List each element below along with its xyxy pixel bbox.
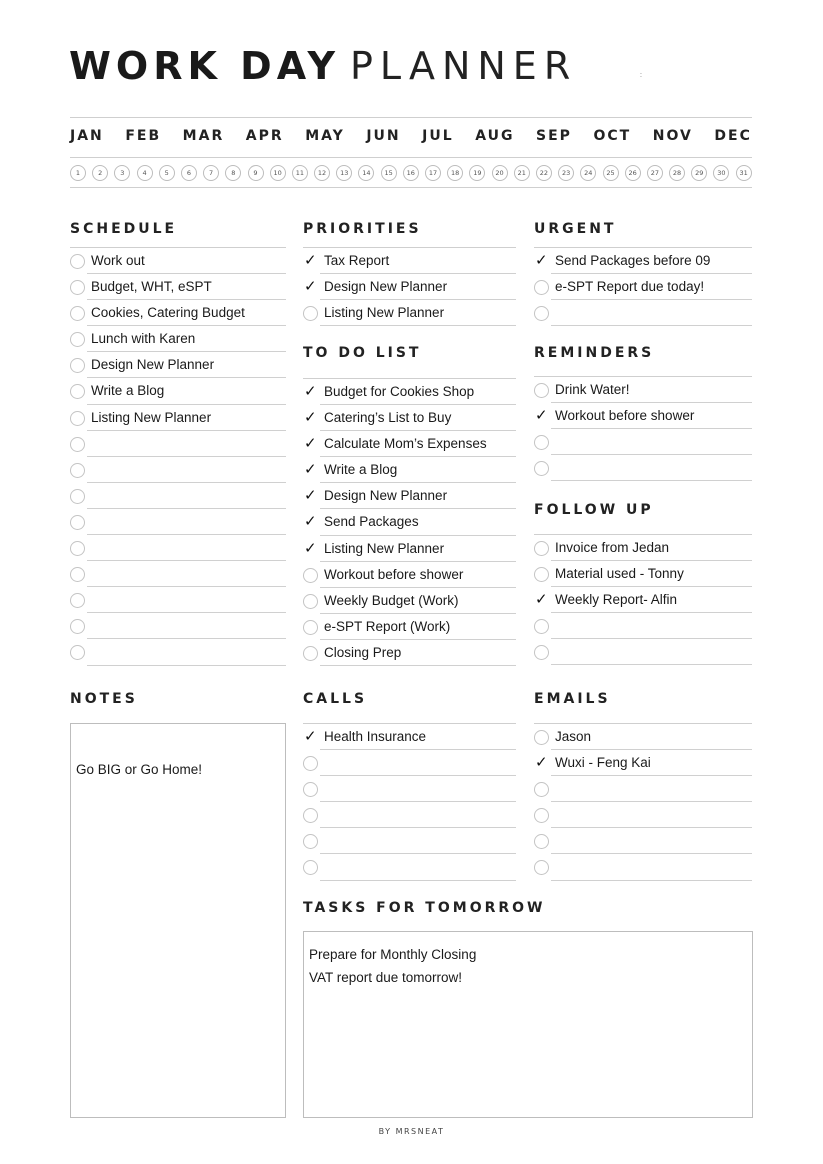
day-circle[interactable]: 17 (425, 165, 441, 181)
emails-item[interactable] (534, 750, 752, 776)
day-circle[interactable]: 18 (447, 165, 463, 181)
footer-credit: BY MRSNEAT (378, 1127, 445, 1136)
calls-item[interactable] (303, 828, 516, 854)
todo-item[interactable] (303, 379, 516, 405)
schedule-item[interactable] (70, 535, 286, 561)
empty-circle-icon[interactable] (70, 332, 85, 347)
calls-item-text: Health Insurance (324, 729, 427, 744)
todo-title: TO DO LIST (303, 345, 422, 361)
item-underline (320, 665, 516, 666)
empty-circle-icon[interactable] (303, 594, 318, 609)
empty-circle-icon[interactable] (70, 567, 85, 582)
empty-circle-icon[interactable] (534, 730, 549, 745)
schedule-item[interactable] (70, 613, 286, 639)
emails-item[interactable] (534, 776, 752, 802)
followup-list (534, 535, 752, 665)
schedule-item[interactable] (70, 352, 286, 378)
title-bold: WORK DAY (69, 44, 340, 88)
schedule-item-text: Work out (91, 253, 145, 268)
reminders-list (534, 377, 752, 481)
empty-circle-icon[interactable] (70, 645, 85, 660)
todo-item[interactable] (303, 431, 516, 457)
emails-item[interactable] (534, 854, 752, 880)
emails-item-text: Wuxi - Feng Kai (555, 755, 651, 771)
empty-circle-icon[interactable] (70, 437, 85, 452)
schedule-item-text: Lunch with Karen (91, 331, 196, 347)
urgent-item-text: e-SPT Report due today! (555, 279, 705, 295)
check-mark-icon[interactable]: ✓ (304, 460, 317, 479)
emails-item-text: Jason (555, 729, 592, 744)
day-circle[interactable]: 25 (603, 165, 619, 181)
empty-circle-icon[interactable] (70, 411, 85, 426)
empty-circle-icon[interactable] (303, 756, 318, 771)
schedule-item[interactable] (70, 457, 286, 483)
month-label[interactable]: MAR (182, 128, 225, 144)
urgent-item[interactable] (534, 248, 752, 274)
priorities-item-text: Listing New Planner (324, 305, 445, 321)
schedule-list (70, 248, 286, 666)
priorities-item-text: Tax Report (324, 253, 390, 268)
priorities-item[interactable] (303, 248, 516, 274)
item-underline (551, 880, 752, 881)
day-circle[interactable]: 27 (647, 165, 663, 181)
empty-circle-icon[interactable] (534, 541, 549, 556)
check-mark-icon[interactable]: ✓ (304, 486, 317, 505)
empty-circle-icon[interactable] (534, 306, 549, 321)
empty-circle-icon[interactable] (70, 593, 85, 608)
day-circle[interactable]: 16 (403, 165, 419, 181)
todo-item[interactable] (303, 536, 516, 562)
day-row (70, 165, 752, 181)
todo-item[interactable] (303, 640, 516, 666)
empty-circle-icon[interactable] (534, 280, 549, 295)
month-label[interactable]: JUL (422, 128, 454, 144)
item-underline (87, 665, 286, 666)
divider (70, 157, 752, 158)
reminders-title: REMINDERS (534, 345, 655, 361)
notes-box[interactable] (70, 723, 286, 1118)
divider (70, 117, 752, 118)
urgent-item-text: Send Packages before 09 (555, 253, 711, 268)
urgent-title: URGENT (534, 221, 617, 237)
todo-item-text: Closing Prep (324, 644, 402, 660)
check-mark-icon[interactable]: ✓ (304, 434, 317, 453)
schedule-item[interactable] (70, 326, 286, 352)
reminders-item[interactable] (534, 403, 752, 429)
followup-item-text: Invoice from Jedan (555, 540, 670, 555)
month-label[interactable]: SEP (536, 128, 572, 144)
followup-item-text: Material used - Tonny (555, 566, 684, 582)
day-circle[interactable]: 13 (336, 165, 352, 181)
calls-item[interactable] (303, 750, 516, 776)
calls-item[interactable] (303, 802, 516, 828)
schedule-item[interactable] (70, 509, 286, 535)
day-circle[interactable]: 11 (292, 165, 308, 181)
reminders-item[interactable] (534, 455, 752, 481)
emails-item[interactable] (534, 802, 752, 828)
todo-item-text: Design New Planner (324, 488, 448, 504)
followup-item[interactable] (534, 561, 752, 587)
notes-title: NOTES (70, 691, 138, 707)
month-label[interactable]: NOV (652, 128, 693, 144)
schedule-item-text: Design New Planner (91, 357, 215, 373)
empty-circle-icon[interactable] (70, 619, 85, 634)
schedule-item-text: Listing New Planner (91, 409, 212, 425)
check-mark-icon[interactable]: ✓ (535, 251, 548, 269)
empty-circle-icon[interactable] (303, 646, 318, 661)
tomorrow-line-2: VAT report due tomorrow! (309, 970, 463, 985)
followup-item[interactable] (534, 639, 752, 665)
day-circle[interactable]: 5 (159, 165, 175, 181)
todo-item-text: Send Packages (324, 514, 419, 530)
empty-circle-icon[interactable] (534, 645, 549, 660)
todo-item-text: Listing New Planner (324, 540, 445, 556)
empty-circle-icon[interactable] (534, 834, 549, 849)
check-mark-icon[interactable]: ✓ (535, 590, 548, 609)
empty-circle-icon[interactable] (70, 489, 85, 504)
schedule-item[interactable] (70, 561, 286, 587)
check-mark-icon[interactable]: ✓ (535, 406, 548, 425)
check-mark-icon[interactable]: ✓ (304, 382, 317, 400)
empty-circle-icon[interactable] (534, 383, 549, 398)
empty-circle-icon[interactable] (534, 567, 549, 582)
empty-circle-icon[interactable] (534, 435, 549, 450)
empty-circle-icon[interactable] (534, 808, 549, 823)
day-circle[interactable]: 10 (270, 165, 286, 181)
schedule-item-text: Cookies, Catering Budget (91, 305, 245, 321)
todo-item-text: Weekly Budget (Work) (324, 592, 459, 608)
urgent-item[interactable] (534, 300, 752, 326)
day-circle[interactable]: 26 (625, 165, 641, 181)
month-label[interactable]: JAN (70, 128, 104, 144)
day-circle[interactable]: 30 (713, 165, 729, 181)
todo-list (303, 379, 516, 666)
day-circle[interactable]: 31 (736, 165, 752, 181)
emails-list (534, 724, 752, 881)
reminders-item-text: Drink Water! (555, 382, 630, 397)
title-light: PLANNER (350, 44, 578, 88)
check-mark-icon[interactable]: ✓ (304, 512, 317, 531)
schedule-item-text: Write a Blog (91, 383, 165, 399)
month-label[interactable]: JUN (366, 128, 401, 144)
item-underline (320, 325, 516, 326)
empty-circle-icon[interactable] (70, 280, 85, 295)
tomorrow-line-1: Prepare for Monthly Closing (309, 947, 477, 962)
todo-item-text: Catering’s List to Buy (324, 410, 452, 426)
empty-circle-icon[interactable] (303, 782, 318, 797)
calls-list (303, 724, 516, 881)
title-mark: : (640, 72, 642, 79)
check-mark-icon[interactable]: ✓ (535, 753, 548, 772)
reminders-item[interactable] (534, 377, 752, 403)
priorities-item[interactable] (303, 274, 516, 300)
day-circle[interactable]: 14 (358, 165, 374, 181)
priorities-list (303, 248, 516, 326)
todo-item[interactable] (303, 509, 516, 535)
empty-circle-icon[interactable] (303, 834, 318, 849)
calls-item[interactable] (303, 854, 516, 880)
todo-item[interactable] (303, 483, 516, 509)
reminders-item-text: Workout before shower (555, 408, 695, 424)
todo-item-text: Write a Blog (324, 462, 398, 478)
empty-circle-icon[interactable] (303, 620, 318, 635)
day-circle[interactable]: 22 (536, 165, 552, 181)
todo-item[interactable] (303, 614, 516, 640)
schedule-item[interactable] (70, 639, 286, 665)
month-label[interactable]: OCT (593, 128, 632, 144)
todo-item-text: e-SPT Report (Work) (324, 618, 451, 634)
todo-item[interactable] (303, 457, 516, 483)
todo-item[interactable] (303, 405, 516, 431)
calls-item[interactable] (303, 724, 516, 750)
day-circle[interactable]: 6 (181, 165, 197, 181)
followup-item[interactable] (534, 535, 752, 561)
empty-circle-icon[interactable] (70, 254, 85, 269)
urgent-list (534, 248, 752, 326)
notes-text: Go BIG or Go Home! (76, 762, 203, 777)
item-underline (320, 880, 516, 881)
schedule-item-text: Budget, WHT, eSPT (91, 279, 212, 295)
empty-circle-icon[interactable] (303, 860, 318, 875)
empty-circle-icon[interactable] (70, 463, 85, 478)
empty-circle-icon[interactable] (303, 808, 318, 823)
item-underline (551, 664, 752, 665)
schedule-item[interactable] (70, 587, 286, 613)
urgent-item[interactable] (534, 274, 752, 300)
empty-circle-icon[interactable] (70, 358, 85, 373)
day-circle[interactable]: 23 (558, 165, 574, 181)
day-circle[interactable]: 19 (469, 165, 485, 181)
emails-item[interactable] (534, 724, 752, 750)
empty-circle-icon[interactable] (70, 384, 85, 399)
empty-circle-icon[interactable] (534, 860, 549, 875)
followup-title: FOLLOW UP (534, 502, 654, 518)
month-label[interactable]: FEB (125, 128, 162, 144)
item-underline (551, 325, 752, 326)
empty-circle-icon[interactable] (534, 461, 549, 476)
followup-item-text: Weekly Report- Alfin (555, 592, 678, 608)
day-circle[interactable]: 1 (70, 165, 86, 181)
schedule-item[interactable] (70, 431, 286, 457)
calls-item[interactable] (303, 776, 516, 802)
priorities-title: PRIORITIES (303, 221, 422, 237)
priorities-item[interactable] (303, 300, 516, 326)
item-underline (551, 480, 752, 481)
schedule-item[interactable] (70, 274, 286, 300)
day-circle[interactable]: 9 (248, 165, 264, 181)
empty-circle-icon[interactable] (303, 306, 318, 321)
month-label[interactable]: MAY (305, 128, 345, 144)
todo-item[interactable] (303, 588, 516, 614)
calls-title: CALLS (303, 691, 368, 707)
check-mark-icon[interactable]: ✓ (304, 727, 317, 745)
check-mark-icon[interactable]: ✓ (304, 277, 317, 296)
day-circle[interactable]: 20 (492, 165, 508, 181)
day-circle[interactable]: 7 (203, 165, 219, 181)
day-circle[interactable]: 12 (314, 165, 330, 181)
empty-circle-icon[interactable] (70, 306, 85, 321)
month-row (70, 128, 752, 144)
day-circle[interactable]: 15 (381, 165, 397, 181)
check-mark-icon[interactable]: ✓ (304, 251, 317, 269)
check-mark-icon[interactable]: ✓ (304, 538, 317, 557)
month-label[interactable]: AUG (475, 128, 515, 144)
day-circle[interactable]: 8 (225, 165, 241, 181)
emails-title: EMAILS (534, 691, 611, 707)
todo-item[interactable] (303, 562, 516, 588)
empty-circle-icon[interactable] (534, 619, 549, 634)
schedule-item[interactable] (70, 405, 286, 431)
day-circle[interactable]: 2 (92, 165, 108, 181)
day-circle[interactable]: 29 (691, 165, 707, 181)
empty-circle-icon[interactable] (534, 782, 549, 797)
day-circle[interactable]: 21 (514, 165, 530, 181)
followup-item[interactable] (534, 587, 752, 613)
divider (70, 187, 752, 188)
todo-item-text: Workout before shower (324, 566, 464, 582)
check-mark-icon[interactable]: ✓ (304, 408, 317, 427)
schedule-item[interactable] (70, 248, 286, 274)
month-label[interactable]: DEC (714, 128, 752, 144)
empty-circle-icon[interactable] (70, 515, 85, 530)
schedule-item[interactable] (70, 378, 286, 404)
empty-circle-icon[interactable] (70, 541, 85, 556)
emails-item[interactable] (534, 828, 752, 854)
day-circle[interactable]: 3 (114, 165, 130, 181)
empty-circle-icon[interactable] (303, 568, 318, 583)
tomorrow-title: TASKS FOR TOMORROW (303, 900, 546, 916)
day-circle[interactable]: 28 (669, 165, 685, 181)
schedule-title: SCHEDULE (70, 221, 178, 237)
priorities-item-text: Design New Planner (324, 279, 448, 295)
schedule-item[interactable] (70, 300, 286, 326)
todo-item-text: Budget for Cookies Shop (324, 384, 475, 399)
day-circle[interactable]: 4 (137, 165, 153, 181)
followup-item[interactable] (534, 613, 752, 639)
todo-item-text: Calculate Mom’s Expenses (324, 436, 487, 452)
month-label[interactable]: APR (245, 128, 284, 144)
planner-title (69, 44, 577, 88)
reminders-item[interactable] (534, 429, 752, 455)
day-circle[interactable]: 24 (580, 165, 596, 181)
schedule-item[interactable] (70, 483, 286, 509)
